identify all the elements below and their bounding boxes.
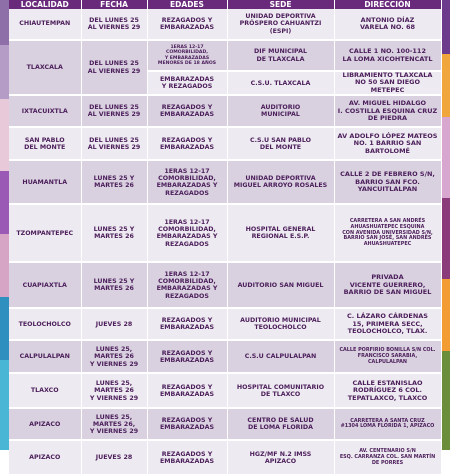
cell-localidad-line: DEL MONTE [24,143,66,151]
cell-fecha [81,262,147,308]
cell-sede-line: HGZ/MF N.2 IMSS [249,450,312,458]
cell-direccion-line: TEPATLAXCO, TLAXCO [347,393,428,402]
cell-localidad [9,440,81,475]
cell-sede-line: (ESPI) [269,27,292,35]
cell-fecha-line: AL VIERNES 29 [87,143,141,151]
cell-edades-line: EMBARAZADAS [159,457,215,465]
cell-edades [147,373,227,408]
cell-fecha [81,95,147,127]
cell-sede [227,308,334,340]
cell-edades-line: 1ERAS 12-17 [164,270,210,278]
cell-direccion-line: FRANCISCO SARABIA, [357,353,418,360]
cell-fecha [81,340,147,373]
cell-sede [227,340,334,373]
cell-edades-line: MENORES DE 18 AÑOS [157,60,217,66]
cell-fecha-line: AL VIERNES 29 [87,67,141,75]
cell-localidad [9,40,81,95]
cell-direccion-line: BARRIO DE SAN MIGUEL [343,288,432,297]
cell-edades-line: COMORBILIDAD, [158,226,216,234]
cell-fecha-line: DEL LUNES 25 [89,16,139,24]
table-row [9,308,441,340]
cell-sede-line: DE TLAXCALA [256,55,305,63]
cell-fecha-line: LUNES 25, [95,380,133,388]
cell-sede [227,71,334,95]
cell-direccion [334,95,441,127]
cell-localidad-line: TZOMPANTEPEC [16,229,74,237]
cell-direccion-line: PRIVADA [371,273,404,282]
cell-edades-line: REZAGADOS [165,240,209,248]
cell-localidad-line: APIZACO [29,454,61,462]
cell-sede-line: TEOLOCHOLCO [254,324,307,332]
cell-edades-line: 1ERAS 12-17 [164,167,210,175]
cell-direccion [334,262,441,308]
cell-sede [227,9,334,40]
cell-direccion-line: VICENTE GUERRERO, [349,280,426,289]
cell-sede [227,373,334,408]
header-sede: SEDE [227,0,334,9]
cell-localidad-line: TEOLOCHOLCO [18,320,71,328]
cell-sede [227,160,334,204]
cell-edades-line: COMORBILIDAD, [158,278,216,286]
cell-direccion-line: AV. CENTENARIO S/N [359,448,416,455]
cell-direccion-line: DE PORRES [371,459,404,466]
cell-localidad-line: CHIAUTEMPAN [19,20,71,28]
cell-sede-line: DIF MUNICIPAL [254,48,307,56]
cell-localidad [9,9,81,40]
cell-sede-line: DEL MONTE [259,143,302,151]
cell-fecha-line: Y VIERNES 29 [89,360,139,368]
header-row [9,0,441,9]
cell-edades-line: REZAGADOS Y [161,136,213,144]
cell-fecha-line: LUNES 25 Y [93,278,135,286]
cell-direccion-line: #1304 LOMA FLORIDA 1, APIZACO [340,423,435,430]
cell-edades-line: EMBARAZADAS [159,324,215,332]
cell-direccion [334,127,441,160]
table-row [9,262,441,308]
cell-localidad-line: TLAXCO [30,387,59,395]
cell-localidad [9,204,81,262]
cell-localidad [9,160,81,204]
cell-localidad [9,408,81,440]
cell-direccion-line: ESQ. CARRANZA COL. SAN MARTÍN [339,454,436,461]
cell-sede-line: AUDITORIO MUNICIPAL [240,317,321,325]
cell-direccion [334,204,441,262]
cell-localidad-line: TLAXCALA [26,64,63,72]
cell-localidad [9,308,81,340]
cell-edades-line: REZAGADOS Y [161,104,213,112]
cell-sede-line: CENTRO DE SALUD [247,417,314,425]
cell-direccion-line: BARRIO SAN FCO. [355,177,420,186]
cell-fecha-line: LUNES 25 Y [93,175,135,183]
header-fecha: FECHA [81,0,147,9]
cell-localidad [9,262,81,308]
cell-localidad-line: IXTACUIXTLA [21,107,68,115]
cell-sede-line: HOSPITAL COMUNITARIO [236,383,325,391]
cell-direccion [334,40,441,71]
cell-edades-line: EMBARAZADAS Y [156,233,218,241]
cell-edades [147,408,227,440]
cell-direccion-line: 15, PRIMERA SECC, [352,319,423,328]
cell-fecha-line: AL VIERNES 29 [87,24,141,31]
cell-edades-line: Y EMBARAZADAS [164,55,210,61]
cell-sede [227,440,334,475]
header-localidad: LOCALIDAD [9,0,81,9]
cell-localidad [9,127,81,160]
cell-fecha-line: MARTES 26, [92,420,136,428]
cell-sede [227,127,334,160]
cell-direccion-line: CARRETERA A SAN ANDRÉS [349,218,426,225]
cell-direccion-line: LA LOMA XICOHTENCATL [342,54,433,63]
cell-direccion-line: ANTONIO DÍAZ [360,15,415,24]
cell-edades-line: EMBARAZADAS [159,75,215,83]
cell-sede-line: UNIDAD DEPORTIVA [245,175,316,183]
cell-sede-line: C.S.U. TLAXCALA [250,79,311,87]
cell-fecha [81,127,147,160]
cell-direccion-line: NO. 1 BARRIO SAN BARTOLOMÉ [353,139,422,155]
cell-edades-line: EMBARAZADAS Y [156,182,218,190]
cell-sede-line: MIGUEL ARROYO ROSALES [233,182,328,190]
cell-direccion [334,408,441,440]
table-row [9,204,441,262]
cell-edades-line: REZAGADOS Y [161,383,213,391]
table-row [9,40,441,71]
cell-fecha-line: LUNES 25 Y [93,226,135,234]
cell-fecha [81,308,147,340]
vaccination-schedule-table [9,0,442,476]
cell-edades [147,340,227,373]
cell-sede [227,204,334,262]
cell-localidad [9,373,81,408]
cell-edades-line: REZAGADOS Y [161,317,213,325]
cell-edades [147,440,227,475]
cell-edades [147,40,227,71]
cell-fecha [81,373,147,408]
cell-fecha-line: MARTES 26 [94,353,134,361]
table-row [9,160,441,204]
cell-sede [227,262,334,308]
cell-fecha [81,204,147,262]
cell-edades-line: REZAGADOS [165,292,209,300]
cell-edades [147,308,227,340]
cell-direccion-line: RODRÍGUEZ 6 COL. [352,386,423,395]
cell-direccion-line: I. COSTILLA ESQUINA CRUZ [337,106,438,115]
cell-sede-line: REGIONAL E.S.P. [251,233,310,241]
cell-edades-line: EMBARAZADAS [159,24,215,31]
cell-edades-line: 1ERAS 12-17 [164,218,210,226]
cell-sede-line: UNIDAD DEPORTIVA [245,13,316,21]
cell-edades [147,204,227,262]
cell-direccion-line: CALLE PORFIRIO BONILLA S/N COL. [339,347,436,354]
cell-fecha-line: Y VIERNES 29 [89,428,139,436]
cell-sede [227,40,334,71]
cell-direccion-line: CON AVENIDA UNIVERSIDAD S/N, [342,229,433,236]
cell-fecha-line: AL VIERNES 29 [87,111,141,119]
cell-direccion-line: BARRIO SAN JOSÉ, SAN ANDRÉS [343,235,432,242]
cell-direccion [334,373,441,408]
cell-direccion-line: C. LÁZARO CÁRDENAS [346,312,428,321]
cell-fecha [81,9,147,40]
cell-edades-line: EMBARAZADAS [159,111,215,119]
cell-sede-line: DE TLAXCO [260,390,301,398]
cell-sede-line: HOSPITAL GENERAL [245,226,316,234]
decorative-left-stripe [0,0,9,450]
cell-fecha-line: DEL LUNES 25 [89,136,139,144]
cell-fecha-line: JUEVES 28 [95,454,133,462]
cell-edades-line: EMBARAZADAS [159,390,215,398]
cell-edades-line: REZAGADOS Y [161,417,213,425]
header-direccion: DIRECCIÓN [334,0,441,9]
cell-direccion [334,340,441,373]
cell-edades-line: EMBARAZADAS Y [156,285,218,293]
cell-sede-line: APIZACO [264,457,297,465]
cell-edades [147,9,227,40]
cell-fecha-line: Y VIERNES 29 [89,394,139,402]
cell-sede-line: C.S.U SAN PABLO [250,136,311,144]
table-row [9,127,441,160]
cell-edades [147,95,227,127]
header-edades: EDADES [147,0,227,9]
cell-fecha-line: LUNES 25, [95,346,133,354]
cell-sede [227,408,334,440]
cell-fecha [81,40,147,95]
cell-edades [147,127,227,160]
cell-edades-line: Y REZAGADOS [161,83,213,91]
cell-edades-line: REZAGADOS Y [161,450,213,458]
cell-direccion-line: CALLE 2 DE FEBRERO S/N, [340,170,435,179]
cell-direccion [334,71,441,95]
cell-localidad-line: CALPULALPAN [19,353,70,361]
cell-sede-line: MUNICIPAL [261,111,300,119]
table-row [9,373,441,408]
cell-sede-line: AUDITORIO SAN MIGUEL [237,281,324,289]
cell-sede-line: DE LOMA FLORIDA [248,424,313,432]
cell-edades-line: EMBARAZADAS [159,143,215,151]
table-row [9,408,441,440]
cell-direccion [334,9,441,40]
decorative-right-stripe [441,0,450,450]
cell-sede-line: C.S.U CALPULALPAN [244,353,317,361]
cell-fecha-line: MARTES 26 [94,387,134,395]
cell-sede-line: AUDITORIO [260,104,301,112]
cell-fecha-line: JUEVES 28 [95,320,133,328]
cell-direccion-line: YANCUITLALPAN [357,185,418,194]
cell-edades [147,71,227,95]
cell-localidad-line: CUAPIAXTLA [22,281,67,289]
cell-direccion-line: TEOLOCHOLCO, TLAX. [347,327,428,336]
cell-fecha [81,160,147,204]
cell-fecha-line: MARTES 26 [94,285,134,293]
cell-sede [227,95,334,127]
cell-fecha-line: LUNES 25, [95,413,133,421]
cell-direccion-line: DE PIEDRA [367,114,408,123]
cell-edades-line: 1ERAS 12-17 COMORBILIDAD, [165,44,209,56]
cell-direccion-line: VARELA NO. 68 [359,23,416,31]
cell-edades [147,160,227,204]
cell-localidad-line: APIZACO [29,420,61,428]
cell-direccion [334,440,441,475]
cell-direccion-line: CALLE ESTANISLAO [352,378,423,387]
cell-direccion-line: AV. MIGUEL HIDALGO [348,99,427,108]
cell-fecha [81,408,147,440]
cell-direccion-line: CARRETERA A SANTA CRUZ [350,417,425,424]
cell-edades-line: EMBARAZADAS [159,424,215,432]
cell-edades-line: REZAGADOS [165,189,209,197]
cell-sede-line: PRÓSPERO CAHUANTZI [239,20,322,28]
table-row [9,9,441,40]
cell-direccion-line: LIBRAMIENTO TLAXCALA [342,71,433,79]
cell-fecha-line: DEL LUNES 25 [89,60,139,68]
cell-fecha-line: MARTES 26 [94,182,134,190]
cell-direccion [334,160,441,204]
cell-edades-line: EMBARAZADAS [159,356,215,364]
cell-direccion-line: NO 50 SAN DIEGO METEPEC [354,78,421,94]
cell-direccion-line: CALPULALPAN [367,358,408,365]
cell-fecha [81,440,147,475]
cell-localidad [9,95,81,127]
cell-direccion [334,308,441,340]
table-row [9,440,441,475]
table-row [9,95,441,127]
cell-direccion-line: AV ADOLFO LÓPEZ MATEOS [337,131,438,140]
cell-edades-line: REZAGADOS Y [161,16,213,24]
table-row [9,340,441,373]
cell-localidad-line: SAN PABLO [24,136,65,144]
cell-edades-line: COMORBILIDAD, [158,175,216,183]
cell-direccion-line: AHUASHUATEPEC ESQUINA [350,223,425,230]
cell-localidad-line: HUAMANTLA [22,178,68,186]
cell-edades-line: REZAGADOS Y [161,349,213,357]
cell-fecha-line: MARTES 26 [94,233,134,241]
cell-localidad [9,340,81,373]
cell-direccion-line: CALLE 1 NO. 100-112 [349,47,426,56]
cell-edades [147,262,227,308]
cell-fecha-line: DEL LUNES 25 [89,104,139,112]
cell-direccion-line: AHUASHUATEPEC [363,240,412,247]
